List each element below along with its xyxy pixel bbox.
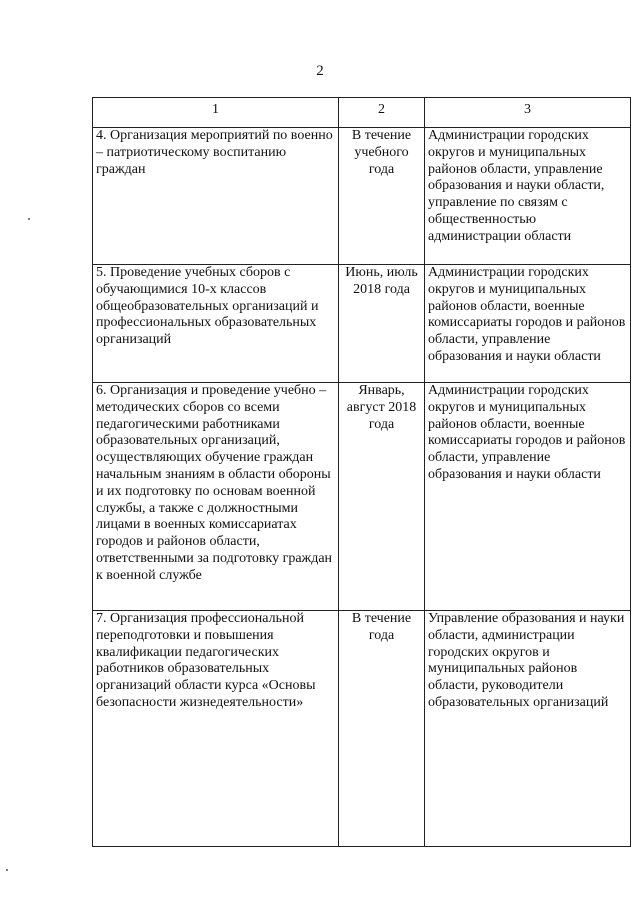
responsible-cell: Администрации городских округов и муниципальных районов области, управление образования и науки области, управление по связям с общественностью администрации области <box>425 128 631 265</box>
table-row <box>93 383 631 611</box>
table-row <box>93 128 631 265</box>
period-cell: Январь, август 2018 года <box>339 383 425 611</box>
table-header-row <box>93 98 631 128</box>
activity-cell: 5. Проведение учебных сборов с обучающимися 10-х классов общеобразовательных организаций и профессиональных образовательных организаций <box>93 265 339 383</box>
table-row <box>93 265 631 383</box>
period-cell: Июнь, июль 2018 года <box>339 265 425 383</box>
scan-speck <box>28 218 30 220</box>
column-header-1: 1 <box>93 98 339 128</box>
page-number: 2 <box>316 63 324 79</box>
responsible-cell: Управление образования и науки области, администрации городских округов и муниципальных районов области, руководители образовательных организаций <box>425 611 631 847</box>
activity-cell: 4. Организация мероприятий по военно – патриотическому воспитанию граждан <box>93 128 339 265</box>
responsible-cell: Администрации городских округов и муниципальных районов области, военные комиссариаты городов и районов области, управление образования и науки области <box>425 265 631 383</box>
column-header-3: 3 <box>425 98 631 128</box>
table-row <box>93 611 631 847</box>
responsible-cell: Администрации городских округов и муниципальных районов области, военные комиссариаты городов и районов области, управление образования и науки области <box>425 383 631 611</box>
activity-cell: 6. Организация и проведение учебно – методических сборов со всеми педагогическими работниками образовательных организаций, осуществляющих обучение граждан начальным знаниям в области обороны и их подготовку по основам военной службы, а также с должностными лицами в военных комиссариатах городов и районов области, ответственными за подготовку граждан к военной службе <box>93 383 339 611</box>
period-cell: В течение года <box>339 611 425 847</box>
activities-table <box>92 97 631 847</box>
activity-cell: 7. Организация профессиональной переподготовки и повышения квалификации педагогических работников образовательных организаций области курса «Основы безопасности жизнедеятельности» <box>93 611 339 847</box>
scan-speck <box>6 869 8 871</box>
period-cell: В течение учебного года <box>339 128 425 265</box>
column-header-2: 2 <box>339 98 425 128</box>
